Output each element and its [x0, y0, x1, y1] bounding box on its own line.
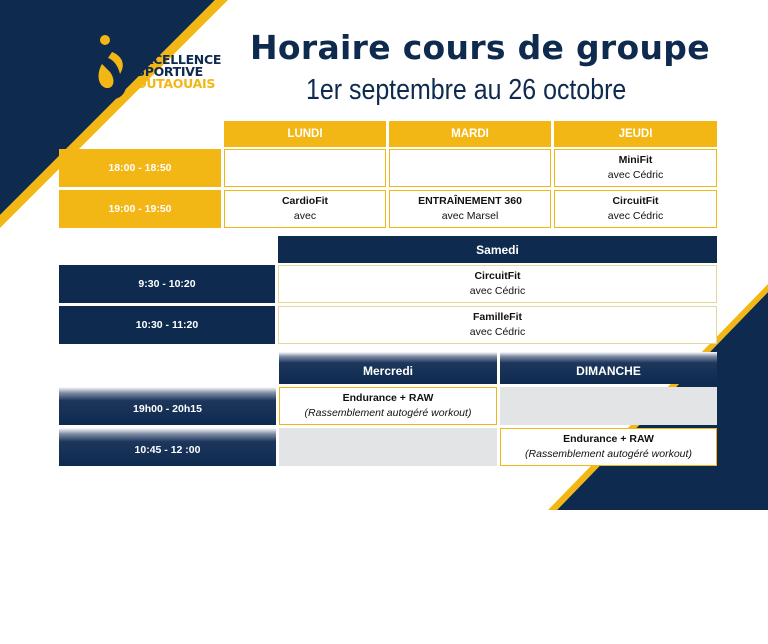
class-note: (Rassemblement autogéré workout) — [525, 448, 692, 460]
class-name: MiniFit — [618, 154, 653, 166]
time-slot-1800: 18:00 - 18:50 — [59, 149, 221, 187]
class-coach: avec — [293, 210, 317, 222]
class-cell-jeudi-1900 — [554, 190, 717, 228]
header-samedi: Samedi — [278, 236, 717, 263]
class-cell-dimanche — [500, 428, 717, 466]
class-name: ENTRAÎNEMENT 360 — [418, 195, 522, 207]
header-mercredi: Mercredi — [279, 352, 497, 384]
time-slot-1900-mercredi: 19h00 - 20h15 — [59, 387, 276, 425]
logo-line-2: SPORTIVE — [136, 64, 203, 79]
header-mardi: MARDI — [389, 121, 551, 147]
class-cell-samedi-1030 — [278, 306, 717, 344]
class-cell-jeudi-1800 — [554, 149, 717, 187]
class-name: CardioFit — [281, 195, 329, 207]
header-dimanche: DIMANCHE — [500, 352, 717, 384]
class-name: Endurance + RAW — [563, 433, 654, 445]
empty-cell-lundi-1800 — [224, 149, 386, 187]
athlete-logo-icon — [84, 34, 134, 106]
page-subtitle: 1er septembre au 26 octobre — [306, 74, 627, 106]
class-note: (Rassemblement autogéré workout) — [304, 407, 472, 419]
class-coach: avec Marsel — [441, 210, 499, 222]
class-name: CircuitFit — [474, 270, 521, 282]
class-cell-mardi-1900 — [389, 190, 551, 228]
empty-cell-dimanche-1900 — [500, 387, 717, 425]
class-name: Endurance + RAW — [342, 392, 434, 404]
class-coach: avec Cédric — [607, 210, 664, 222]
time-slot-1045-dimanche: 10:45 - 12 :00 — [59, 428, 276, 466]
class-coach: avec Cédric — [469, 285, 526, 297]
header-lundi: LUNDI — [224, 121, 386, 147]
empty-cell-mardi-1800 — [389, 149, 551, 187]
logo-line-3: OUTAOUAIS — [136, 76, 216, 91]
time-slot-1030: 10:30 - 11:20 — [59, 306, 275, 344]
time-slot-1900: 19:00 - 19:50 — [59, 190, 221, 228]
class-cell-mercredi — [279, 387, 497, 425]
logo-line-1: EXCELLENCE — [136, 52, 222, 67]
header-jeudi: JEUDI — [554, 121, 717, 147]
class-coach: avec Cédric — [469, 326, 526, 338]
class-name: CircuitFit — [612, 195, 659, 207]
class-cell-lundi-1900 — [224, 190, 386, 228]
logo — [84, 34, 234, 106]
page-title: Horaire cours de groupe — [250, 28, 710, 67]
class-cell-samedi-0930 — [278, 265, 717, 303]
class-coach: avec Cédric — [607, 169, 664, 181]
time-slot-0930: 9:30 - 10:20 — [59, 265, 275, 303]
empty-cell-mercredi-1045 — [279, 428, 497, 466]
class-name: FamilleFit — [472, 311, 522, 323]
